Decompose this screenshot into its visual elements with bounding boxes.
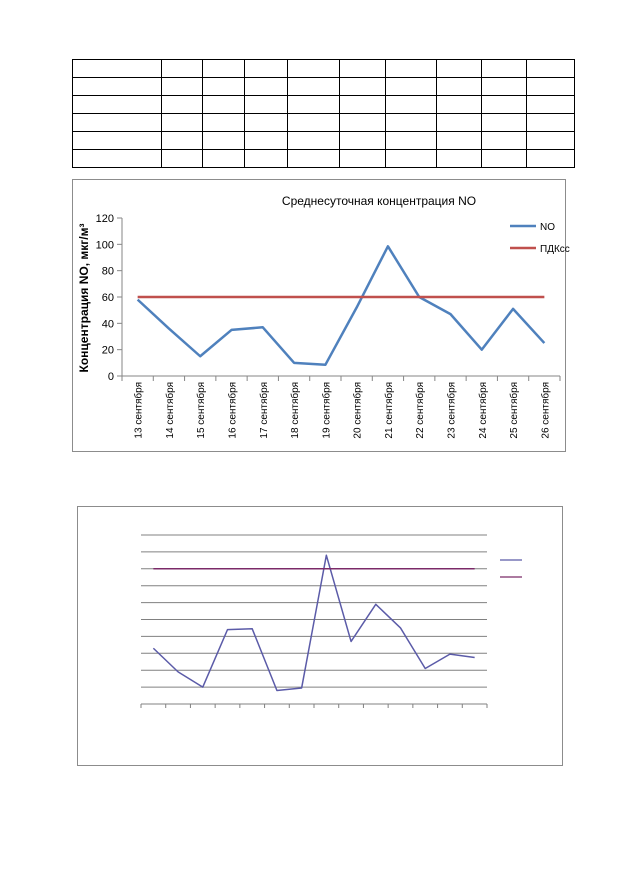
table-cell xyxy=(162,114,203,132)
table-cell xyxy=(437,150,482,168)
series-line xyxy=(138,246,545,365)
y-tick-label: 20 xyxy=(101,344,114,357)
table-cell xyxy=(203,78,245,96)
table-row xyxy=(73,78,575,96)
table-cell xyxy=(482,132,527,150)
table-row xyxy=(73,114,575,132)
table-cell xyxy=(162,78,203,96)
table-cell xyxy=(245,96,288,114)
x-tick-label: 14 сентября xyxy=(164,382,176,439)
table-cell xyxy=(527,60,575,78)
table-cell xyxy=(527,132,575,150)
table-cell xyxy=(73,60,162,78)
table-cell xyxy=(288,150,340,168)
x-tick-label: 26 сентября xyxy=(540,382,552,439)
table-cell xyxy=(340,150,386,168)
table-cell xyxy=(527,78,575,96)
table-cell xyxy=(527,150,575,168)
secondary-line-chart xyxy=(77,506,563,766)
table-cell xyxy=(482,96,527,114)
table-cell xyxy=(527,114,575,132)
table-cell xyxy=(162,96,203,114)
table-cell xyxy=(437,114,482,132)
chart-title: Среднесуточная концентрация NO xyxy=(281,194,477,208)
table-cell xyxy=(386,78,437,96)
y-tick-label: 120 xyxy=(95,213,114,225)
table-cell xyxy=(73,114,162,132)
table-cell xyxy=(162,60,203,78)
x-tick-label: 16 сентября xyxy=(227,382,239,439)
x-tick-label: 23 сентября xyxy=(446,382,458,439)
table-cell xyxy=(73,132,162,150)
table-cell xyxy=(482,114,527,132)
table-cell xyxy=(340,60,386,78)
table-cell xyxy=(437,78,482,96)
y-tick-label: 40 xyxy=(101,318,114,331)
table-cell xyxy=(482,150,527,168)
x-tick-label: 21 сентября xyxy=(383,382,395,439)
table-cell xyxy=(203,60,245,78)
y-tick-label: 60 xyxy=(101,292,114,304)
table-cell xyxy=(288,114,340,132)
x-tick-label: 24 сентября xyxy=(477,382,489,439)
table-cell xyxy=(386,132,437,150)
chart-svg xyxy=(73,180,570,451)
table-cell xyxy=(437,60,482,78)
table-cell xyxy=(73,96,162,114)
y-axis-label: Концентрация NO, мкг/м³ xyxy=(77,223,91,373)
table-cell xyxy=(245,78,288,96)
y-tick-label: 100 xyxy=(95,239,114,252)
x-tick-label: 25 сентября xyxy=(509,382,521,439)
table-row xyxy=(73,150,575,168)
table-cell xyxy=(482,78,527,96)
table-row xyxy=(73,96,575,114)
x-tick-label: 20 сентября xyxy=(352,382,364,439)
x-tick-label: 15 сентября xyxy=(196,382,208,439)
table-cell xyxy=(245,150,288,168)
table-cell xyxy=(386,96,437,114)
legend-label: NO xyxy=(540,222,555,233)
chart-svg xyxy=(78,507,562,765)
table-cell xyxy=(288,60,340,78)
table-cell xyxy=(162,132,203,150)
table-cell xyxy=(245,60,288,78)
table-cell xyxy=(340,132,386,150)
legend-label: ПДКсс xyxy=(540,244,570,255)
table-cell xyxy=(386,60,437,78)
table-cell xyxy=(288,78,340,96)
table-cell xyxy=(340,96,386,114)
empty-table xyxy=(72,59,575,168)
y-tick-label: 80 xyxy=(101,265,114,278)
table-cell xyxy=(340,114,386,132)
table-cell xyxy=(437,96,482,114)
no-concentration-chart xyxy=(72,179,570,452)
table-row xyxy=(73,132,575,150)
table-cell xyxy=(527,96,575,114)
table-cell xyxy=(482,60,527,78)
x-tick-label: 17 сентября xyxy=(258,382,270,439)
x-tick-label: 13 сентября xyxy=(133,382,145,439)
table-row xyxy=(73,60,575,78)
table-cell xyxy=(162,150,203,168)
table-cell xyxy=(203,96,245,114)
table-cell xyxy=(288,132,340,150)
table-cell xyxy=(245,132,288,150)
x-tick-label: 22 сентября xyxy=(415,382,427,439)
table-cell xyxy=(203,114,245,132)
table-cell xyxy=(73,150,162,168)
table-cell xyxy=(340,78,386,96)
x-tick-label: 19 сентября xyxy=(321,382,333,439)
table-cell xyxy=(288,96,340,114)
table-cell xyxy=(386,114,437,132)
x-tick-label: 18 сентября xyxy=(290,382,302,439)
y-tick-label: 0 xyxy=(107,371,114,383)
table-cell xyxy=(203,150,245,168)
table-cell xyxy=(73,78,162,96)
table-cell xyxy=(437,132,482,150)
table-cell xyxy=(386,150,437,168)
table-cell xyxy=(245,114,288,132)
table-cell xyxy=(203,132,245,150)
